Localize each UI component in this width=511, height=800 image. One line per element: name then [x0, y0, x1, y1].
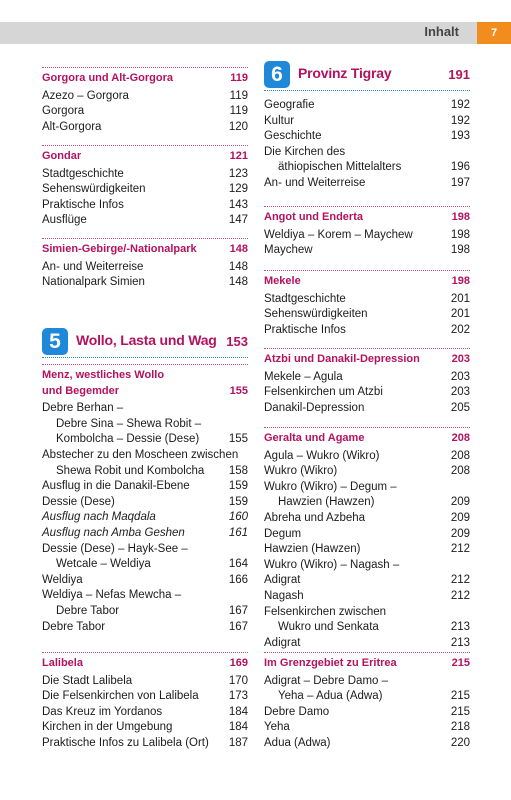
toc-entry[interactable]: Dessie (Dese) – Hayk-See – Wetcale – Weldiya 164 [42, 542, 248, 571]
toc-entry[interactable]: An- und Weiterreise 148 [42, 260, 248, 273]
toc-section-atzbi [264, 348, 470, 416]
chapter-page: 191 [448, 67, 470, 82]
toc-section-gondar [42, 145, 248, 229]
chapter-title: Wollo, Lasta und Wag [76, 332, 217, 348]
toc-entry[interactable]: Stadtgeschichte 123 [42, 167, 248, 180]
toc-entry[interactable]: Ausflüge 147 [42, 214, 248, 227]
toc-section-menz [42, 364, 248, 635]
toc-section-simien [42, 238, 248, 291]
toc-entry[interactable]: Gorgora 119 [42, 105, 248, 118]
toc-entry[interactable]: Weldiya – Nefas Mewcha – Debre Tabor 167 [42, 589, 248, 617]
toc-entry[interactable]: Kirchen in der Umgebung 184 [42, 721, 248, 734]
toc-entry[interactable]: Adua (Adwa) 220 [264, 736, 470, 749]
chapter-heading[interactable] [42, 329, 248, 358]
toc-entry[interactable]: Wukro (Wikro) 208 [264, 465, 470, 478]
toc-section-lalibela [42, 652, 248, 752]
toc-section-eritrea [264, 652, 470, 752]
toc-entry[interactable]: Sehenswürdigkeiten 129 [42, 183, 248, 196]
toc-entry-excursion[interactable]: Ausflug nach Amba Geshen 161 [42, 526, 248, 539]
toc-entry[interactable]: Adigrat – Debre Damo – Yeha – Adua (Adwa) 215 [264, 674, 470, 703]
section-heading[interactable]: Lalibela 169 [42, 652, 248, 672]
toc-entry[interactable]: Das Kreuz im Yordanos 184 [42, 705, 248, 718]
section-heading[interactable]: Im Grenzgebiet zu Eritrea 215 [264, 652, 470, 672]
toc-entry[interactable]: Maychew 198 [264, 244, 470, 257]
section-heading[interactable]: Simien-Gebirge/-Nationalpark 148 [42, 238, 248, 258]
chapter-6-header [264, 62, 470, 91]
toc-entry[interactable]: Praktische Infos 143 [42, 198, 248, 211]
toc-section-mekele [264, 270, 470, 338]
section-heading[interactable]: Gorgora und Alt-Gorgora 119 [42, 67, 248, 87]
toc-entry[interactable]: Praktische Infos 202 [264, 323, 470, 336]
chapter-number-badge: 6 [264, 61, 290, 88]
running-header [0, 0, 511, 48]
toc-entry[interactable]: Nationalpark Simien 148 [42, 276, 248, 289]
toc-entry[interactable]: Danakil-Depression 205 [264, 401, 470, 414]
toc-entry[interactable]: Ausflug in die Danakil-Ebene 159 [42, 480, 248, 493]
toc-entry[interactable]: Abstecher zu den Moscheen zwischen Shewa Robit und Kombolcha 158 [42, 448, 248, 477]
toc-entry[interactable]: Azezo – Gorgora 119 [42, 89, 248, 102]
toc-entry[interactable]: Wukro (Wikro) – Degum – Hawzien (Hawzen) 209 [264, 480, 470, 509]
toc-entry[interactable]: Kultur 192 [264, 114, 470, 127]
toc-section-tigray-intro [264, 98, 470, 192]
toc-entry[interactable]: Mekele – Agula 203 [264, 370, 470, 383]
toc-entry[interactable]: Sehenswürdigkeiten 201 [264, 308, 470, 321]
chapter-5-header [42, 329, 248, 358]
header-title: Inhalt [424, 24, 459, 39]
toc-entry[interactable]: Weldiya – Korem – Maychew 198 [264, 228, 470, 241]
toc-entry[interactable]: Wukro (Wikro) – Nagash – Adigrat 212 [264, 558, 470, 587]
chapter-number-badge: 5 [42, 328, 68, 355]
header-band [0, 22, 477, 44]
toc-entry[interactable]: Geschichte 193 [264, 130, 470, 143]
page-number-tab: 7 [477, 22, 511, 44]
toc-entry[interactable]: Stadtgeschichte 201 [264, 292, 470, 305]
toc-entry[interactable]: Geografie 192 [264, 99, 470, 111]
toc-entry[interactable]: Weldiya 166 [42, 573, 248, 586]
toc-entry[interactable]: Debre Berhan – Debre Sina – Shewa Robit – Kombolcha – Dessie (Dese) 155 [42, 402, 248, 446]
toc-entry[interactable]: Debre Damo 215 [264, 705, 470, 718]
toc-entry[interactable]: Felsenkirchen zwischen Wukro und Senkata 213 [264, 605, 470, 634]
chapter-title: Provinz Tigray [298, 65, 392, 81]
section-heading[interactable]: Atzbi und Danakil-Depression 203 [264, 348, 470, 368]
toc-entry[interactable]: Alt-Gorgora 120 [42, 120, 248, 133]
section-heading[interactable]: Geralta und Agame 208 [264, 427, 470, 447]
toc-entry[interactable]: Die Kirchen des äthiopischen Mittelalters 196 [264, 145, 470, 174]
section-heading[interactable]: Mekele 198 [264, 270, 470, 290]
toc-entry[interactable]: Nagash 212 [264, 589, 470, 602]
toc-section-angot [264, 206, 470, 259]
toc-entry[interactable]: Adigrat 213 [264, 636, 470, 649]
toc-entry[interactable]: Felsenkirchen um Atzbi 203 [264, 386, 470, 399]
toc-section-geralta [264, 427, 470, 651]
section-heading[interactable]: Angot und Enderta 198 [264, 206, 470, 226]
toc-entry[interactable]: Agula – Wukro (Wikro) 208 [264, 449, 470, 462]
toc-entry[interactable]: Debre Tabor 167 [42, 620, 248, 633]
toc-entry[interactable]: Degum 209 [264, 527, 470, 540]
toc-entry-excursion[interactable]: Ausflug nach Maqdala 160 [42, 511, 248, 524]
section-heading[interactable]: Menz, westliches Wollo und Begemder 155 [42, 364, 248, 399]
toc-entry[interactable]: Dessie (Dese) 159 [42, 495, 248, 508]
toc-section-gorgora [42, 67, 248, 135]
toc-entry[interactable]: Die Stadt Lalibela 170 [42, 674, 248, 687]
toc-entry[interactable]: Yeha 218 [264, 721, 470, 734]
toc-entry[interactable]: Hawzien (Hawzen) 212 [264, 543, 470, 556]
chapter-heading[interactable] [264, 62, 470, 91]
toc-entry[interactable]: An- und Weiterreise 197 [264, 176, 470, 189]
toc-entry[interactable]: Die Felsenkirchen von Lalibela 173 [42, 690, 248, 703]
toc-entry[interactable]: Abreha und Azbeha 209 [264, 511, 470, 524]
chapter-page: 153 [226, 334, 248, 349]
toc-entry[interactable]: Praktische Infos zu Lalibela (Ort) 187 [42, 736, 248, 749]
section-heading[interactable]: Gondar 121 [42, 145, 248, 165]
